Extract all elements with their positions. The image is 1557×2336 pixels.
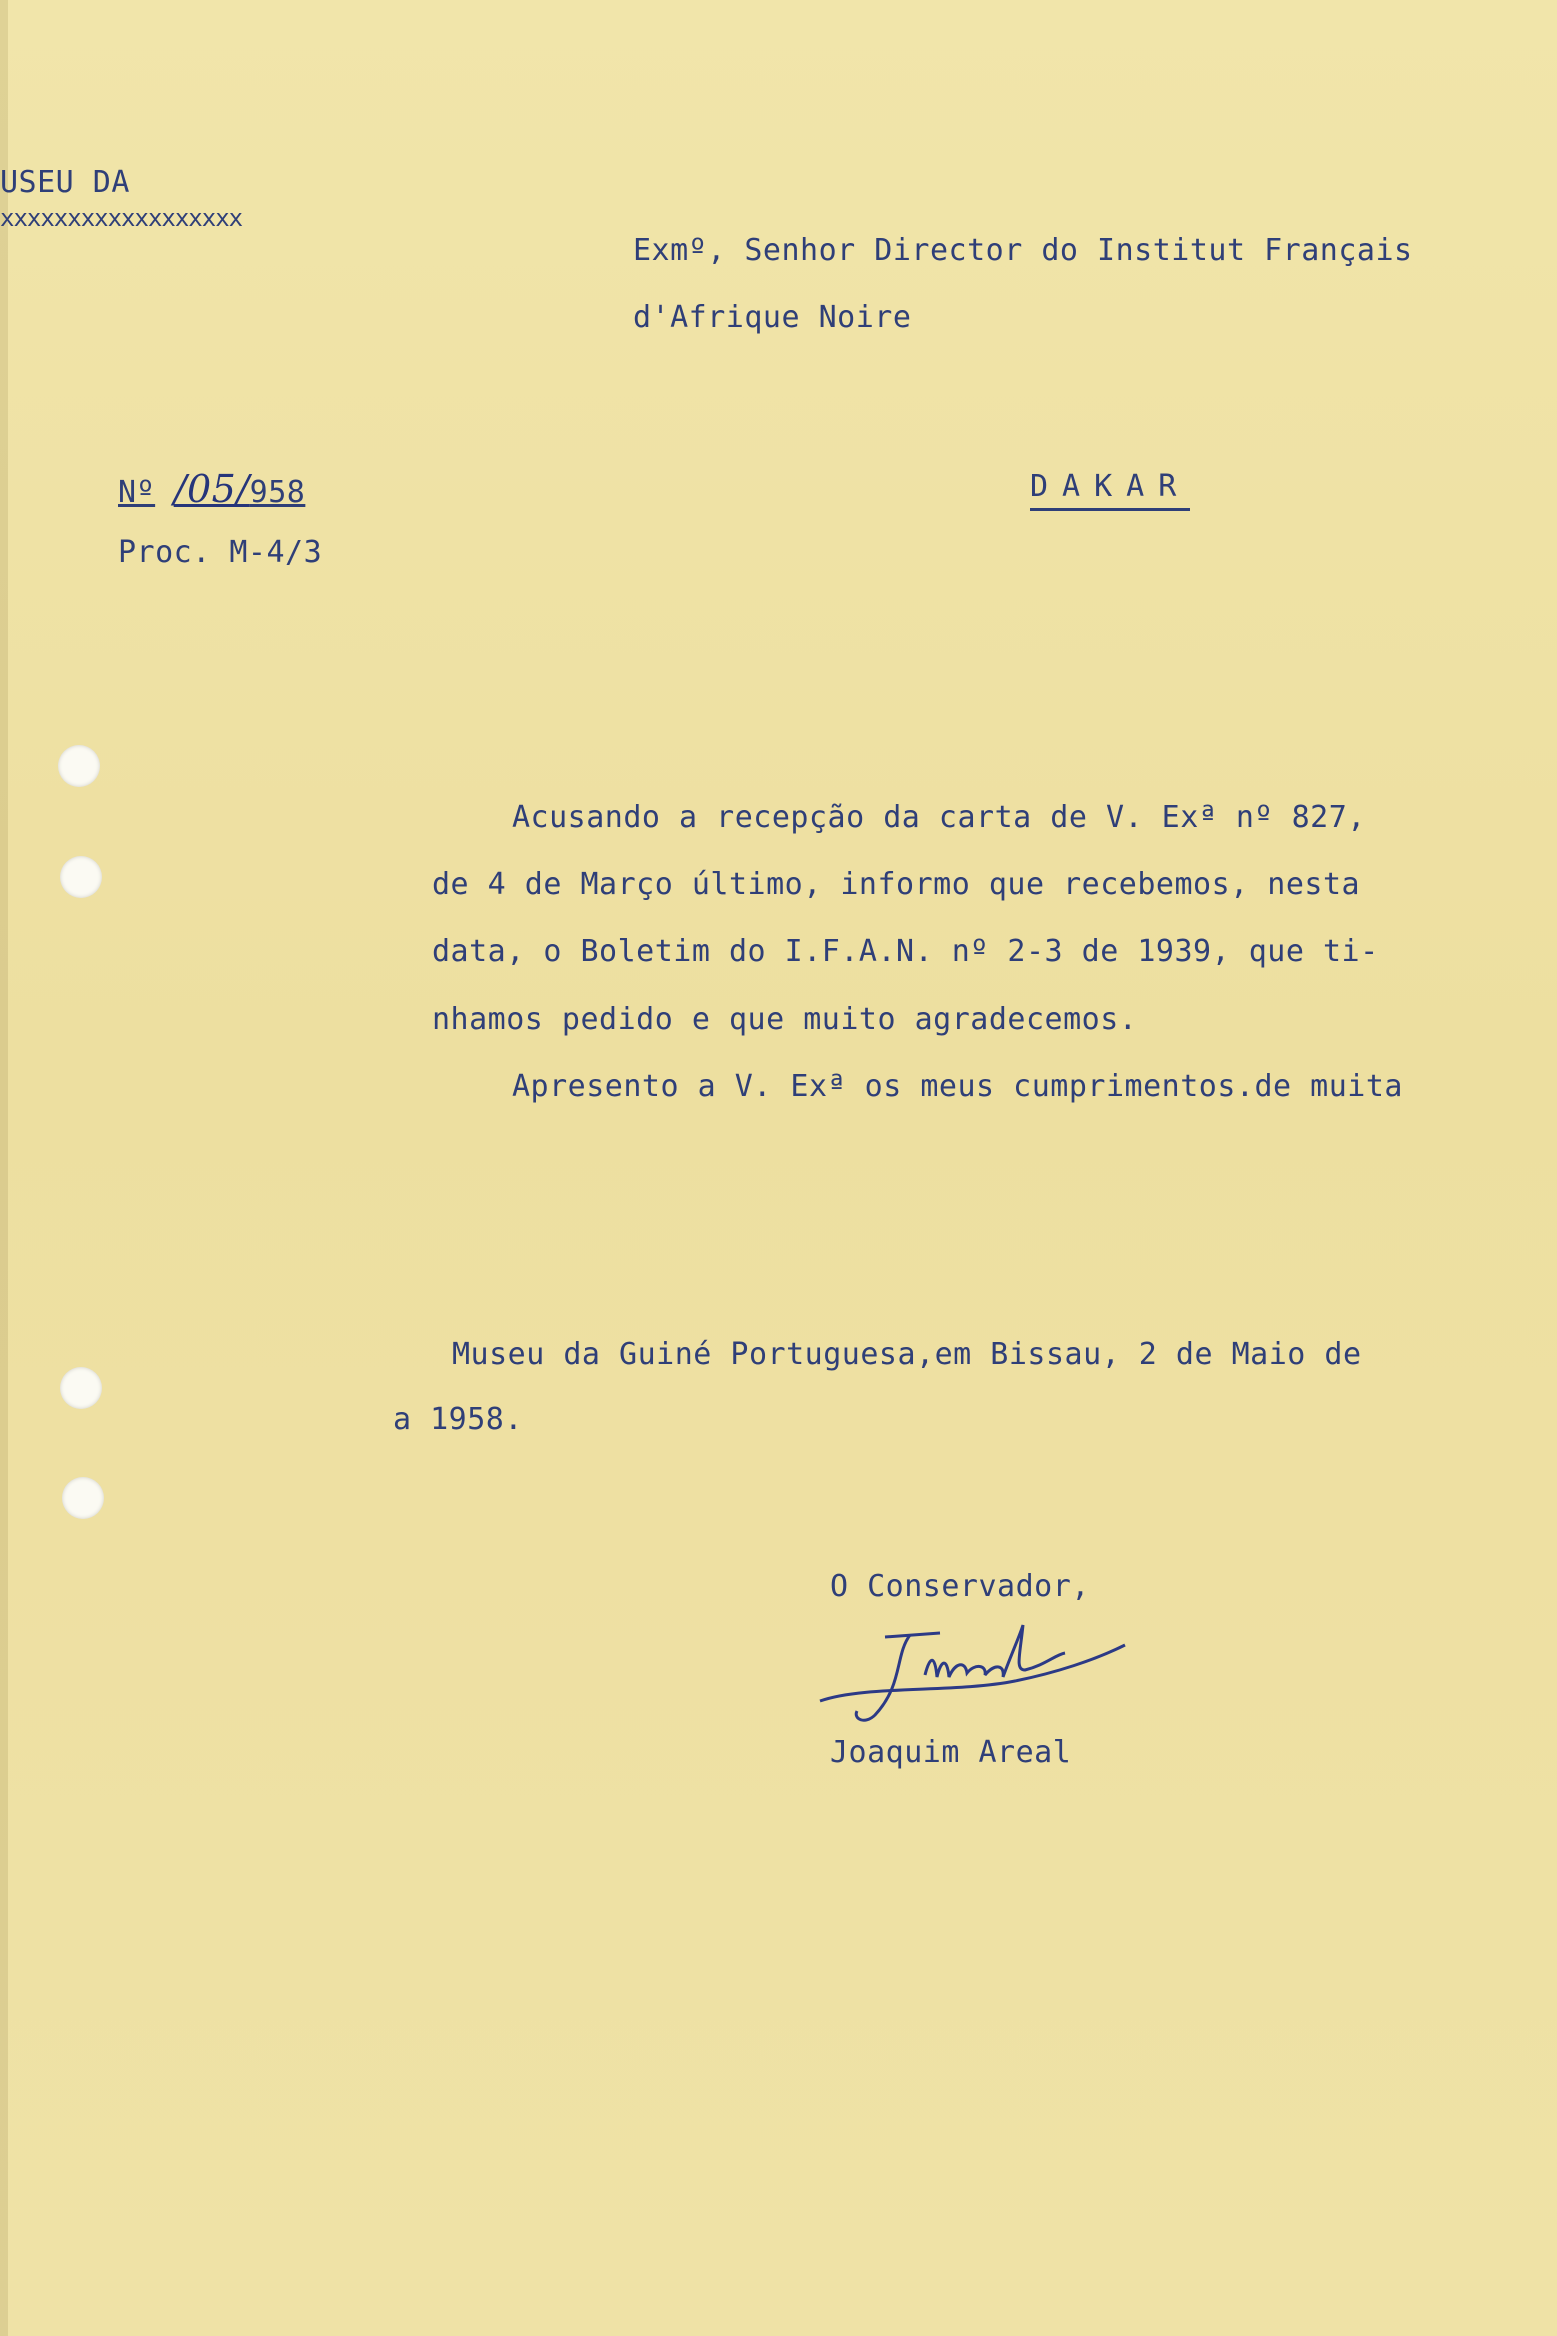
reference-number-handwritten: /05/ (173, 467, 250, 511)
place-date-line-1: Museu da Guiné Portuguesa,em Bissau, 2 de Maio de (452, 1337, 1362, 1372)
body-line-4: nhamos pedido e que muito agradecemos. (432, 1002, 1138, 1037)
punch-hole (58, 745, 100, 787)
reference-number (118, 467, 306, 511)
process-reference: Proc. M-4/3 (118, 535, 323, 570)
body-line-1: Acusando a recepção da carta de V. Exª nº 827, (512, 800, 1366, 835)
addressee-line-1: Exmº, Senhor Director do Institut Français (633, 233, 1413, 268)
handwritten-signature (815, 1615, 1155, 1745)
place-date-line-2: a 1958. (393, 1402, 523, 1437)
body-line-5: Apresento a V. Exª os meus cumprimentos.de muita (512, 1069, 1403, 1104)
signer-name: Joaquim Areal (830, 1735, 1072, 1770)
addressee-line-2: d'Afrique Noire (633, 300, 912, 335)
reference-number-year: 958 (249, 475, 306, 510)
reference-number-label: Nº (118, 475, 156, 510)
letterhead-museum: USEU DA (0, 165, 130, 200)
closing: O Conservador, (830, 1569, 1090, 1604)
destination-city: DAKAR (1030, 472, 1190, 511)
body-line-2: de 4 de Março último, informo que recebemos, nesta (432, 867, 1361, 902)
page-edge (0, 0, 8, 2336)
punch-hole (62, 1477, 104, 1519)
punch-hole (60, 1367, 102, 1409)
punch-hole (60, 856, 102, 898)
body-line-3: data, o Boletim do I.F.A.N. nº 2-3 de 1939, que ti- (432, 934, 1379, 969)
letterhead-crossed-out: xxxxxxxxxxxxxxxxxx (0, 204, 243, 232)
